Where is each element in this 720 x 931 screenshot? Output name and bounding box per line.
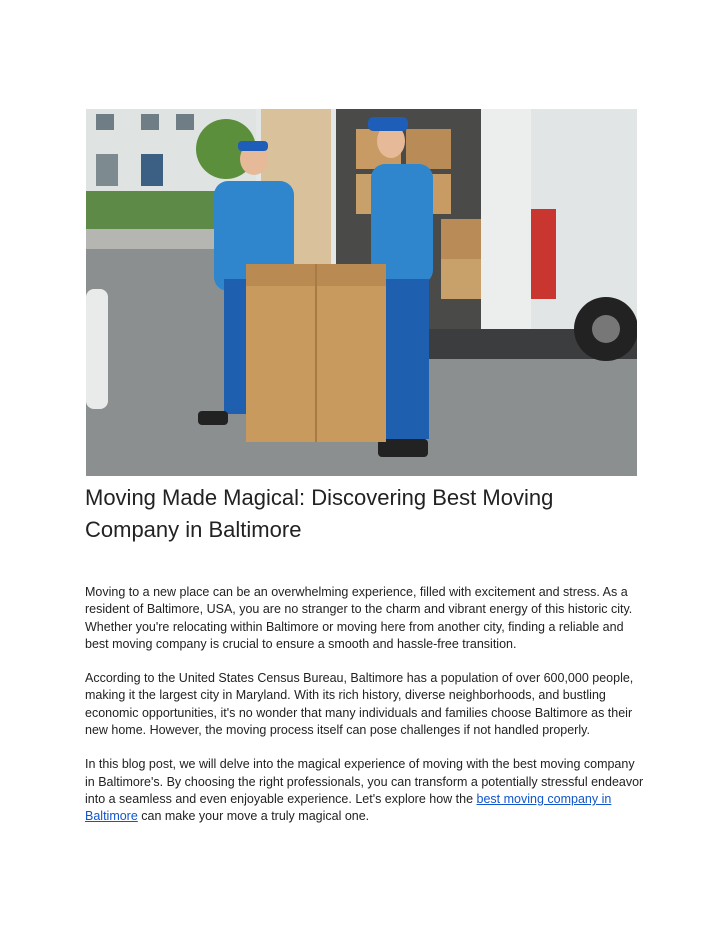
paragraph-3 <box>85 756 645 825</box>
paragraph-3-text-after: can make your move a truly magical one. <box>137 809 370 824</box>
paragraph-1: Moving to a new place can be an overwhelming experience, filled with excitement and stress. As a resident of Baltimore, USA, you are no stranger to the charm and vibrant energy of this historic city. Whether you're relocating within Baltimore or moving here from another city, finding a reliable and best moving company is crucial to ensure a smooth and hassle-free transition. <box>85 585 633 651</box>
paragraph-2: According to the United States Census Bureau, Baltimore has a population of over 600,000 people, making it the largest city in Maryland. With its rich history, diverse neighborhoods, and bustling economic opportunities, it's no wonder that many individuals and families choose Baltimore as their new home. However, the moving process itself can pose challenges if not handled properly. <box>85 671 634 738</box>
movers-with-box-photo <box>86 109 637 476</box>
article-body <box>85 584 645 843</box>
hero-image <box>86 109 637 476</box>
paragraph-3-text-before: In this blog post, we will delve into the magical experience of moving with the best moving company in Baltimore's. By choosing the right professionals, you can transform a potentially stressful endeavor into a seamless and even enjoyable experience. Let's explore how the <box>85 757 644 806</box>
article-title: Moving Made Magical: Discovering Best Moving Company in Baltimore <box>85 485 554 542</box>
best-moving-company-link[interactable]: best moving company in Baltimore <box>85 791 612 824</box>
